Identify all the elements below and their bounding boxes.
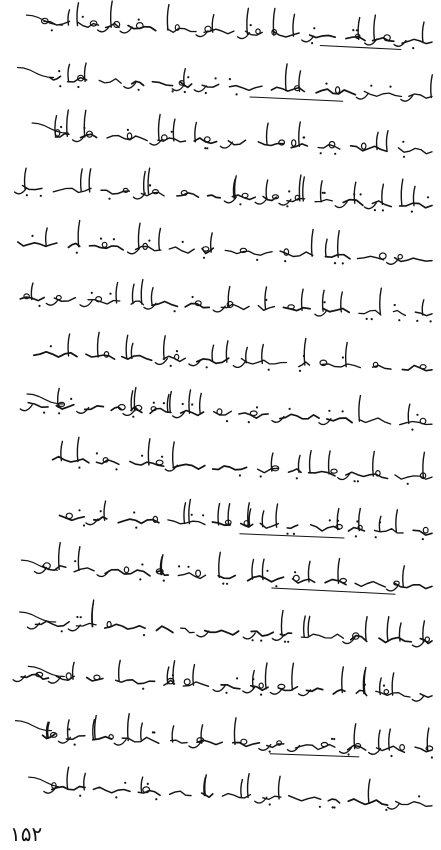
- manuscript-line: [60, 499, 433, 540]
- page-number: ۱۵۲: [10, 822, 43, 846]
- manuscript-line: [53, 437, 433, 485]
- manuscript-line: [21, 543, 432, 595]
- manuscript-line: [16, 714, 434, 759]
- manuscript-line: [20, 388, 432, 431]
- manuscript-line: [18, 63, 433, 101]
- manuscript-line: [13, 660, 432, 701]
- manuscript-line: [15, 168, 433, 213]
- manuscript-line: [20, 280, 432, 323]
- manuscript-line: [26, 1, 432, 49]
- manuscript-line: [20, 600, 432, 647]
- manuscript-line: [34, 332, 432, 372]
- manuscript-line: [29, 767, 432, 811]
- manuscript-line: [18, 221, 432, 265]
- manuscript-line: [32, 110, 432, 158]
